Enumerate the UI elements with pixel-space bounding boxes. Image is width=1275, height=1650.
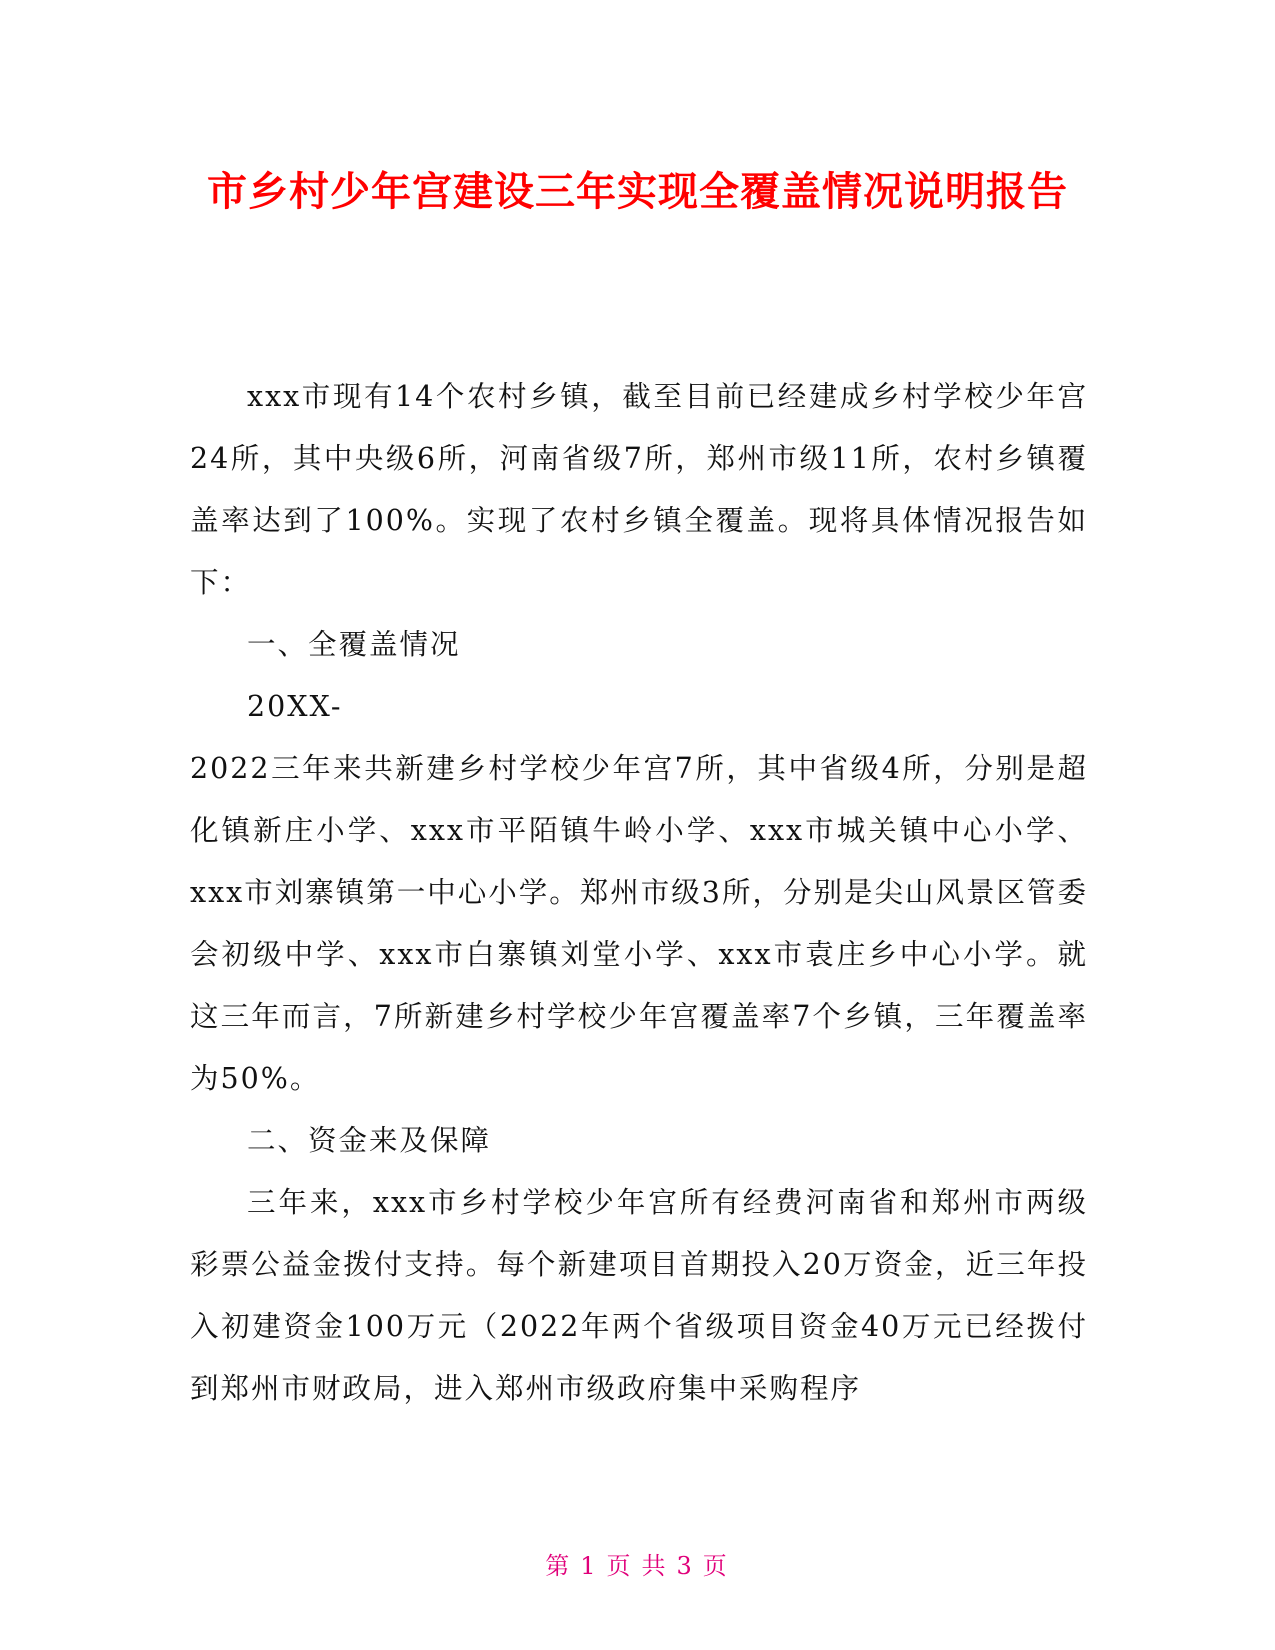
intro-paragraph: xxx市现有14个农村乡镇，截至目前已经建成乡村学校少年宫24所，其中央级6所，河南省级7所，郑州市级11所，农村乡镇覆盖率达到了100%。实现了农村乡镇全覆盖。现将具体情况报告如下： bbox=[190, 380, 1088, 599]
footer-label-total: 共 bbox=[641, 1552, 669, 1580]
coverage-paragraph: 2022三年来共新建乡村学校少年宫7所，其中省级4所，分别是超化镇新庄小学、xxx市平陌镇牛岭小学、xxx市城关镇中心小学、xxx市刘寨镇第一中心小学。郑州市级3所，分别是尖山风景区管委会初级中学、xxx市白寨镇刘堂小学、xxx市袁庄乡中心小学。就这三年而言，7所新建乡村学校少年宫覆盖率7个乡镇，三年覆盖率为50%。 bbox=[190, 752, 1088, 1095]
section-heading-funding: 二、资金来及保障 bbox=[247, 1124, 492, 1157]
section-heading-coverage: 一、全覆盖情况 bbox=[247, 628, 461, 661]
document-body bbox=[190, 366, 1088, 1420]
year-range-start: 20XX- bbox=[247, 690, 343, 723]
page-footer bbox=[0, 1546, 1275, 1581]
footer-label-page-suffix: 页 bbox=[606, 1552, 634, 1580]
funding-paragraph: 三年来，xxx市乡村学校少年宫所有经费河南省和郑州市两级彩票公益金拨付支持。每个新建项目首期投入20万资金，近三年投入初建资金100万元（2022年两个省级项目资金40万元已经拨付到郑州市财政局，进入郑州市级政府集中采购程序 bbox=[190, 1186, 1088, 1405]
document-title: 市乡村少年宫建设三年实现全覆盖情况说明报告 bbox=[207, 169, 1068, 215]
footer-total-pages: 3 bbox=[676, 1552, 695, 1580]
footer-label-total-suffix: 页 bbox=[702, 1552, 730, 1580]
footer-current-page: 1 bbox=[580, 1552, 599, 1580]
footer-label-page: 第 bbox=[545, 1552, 573, 1580]
